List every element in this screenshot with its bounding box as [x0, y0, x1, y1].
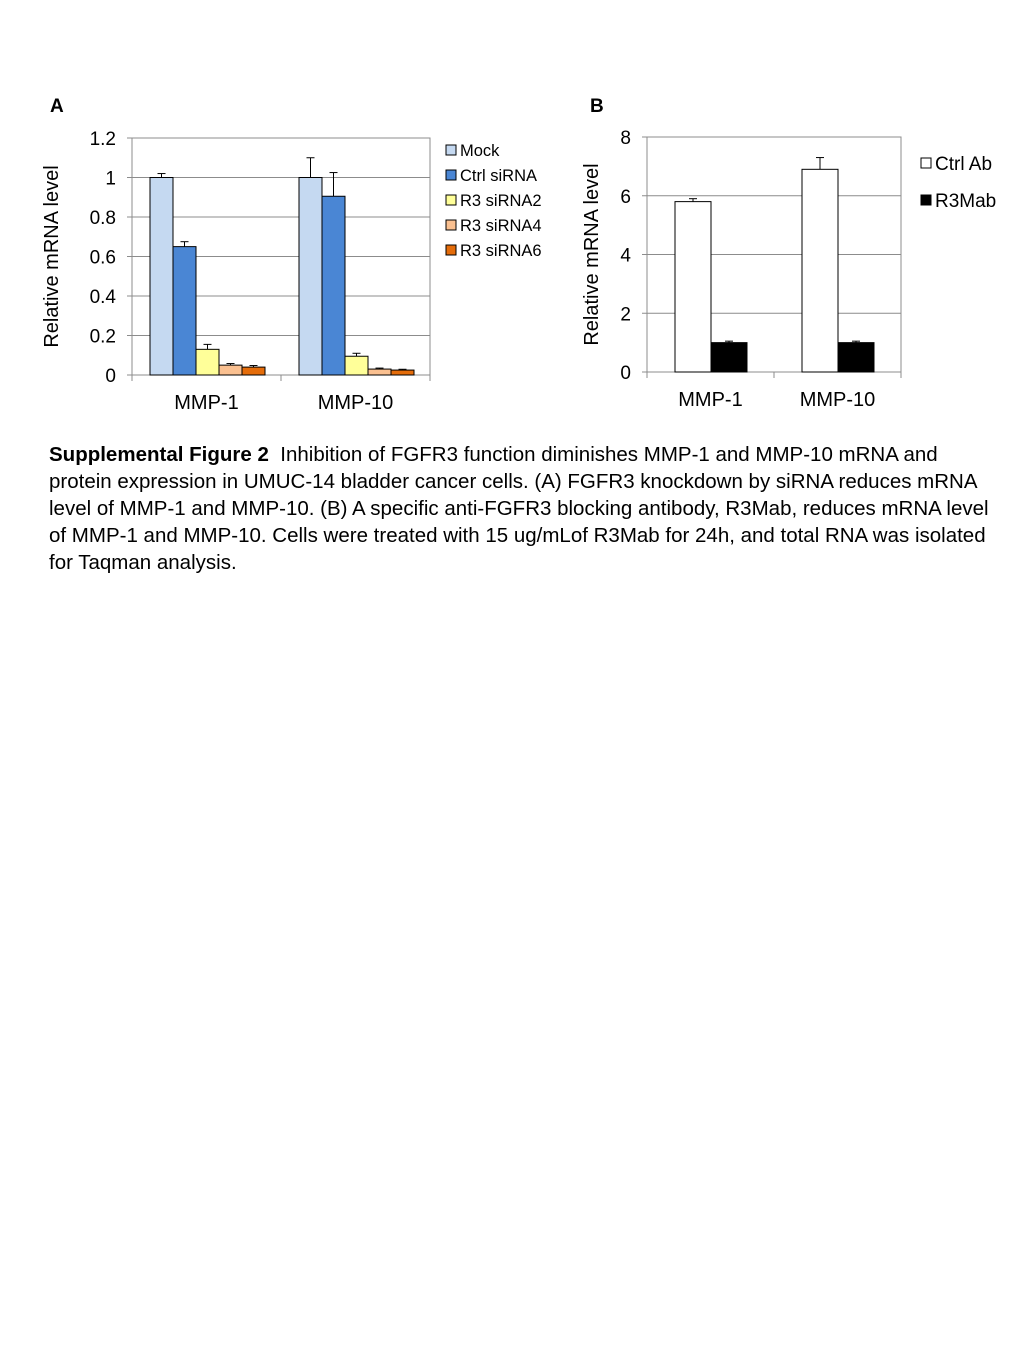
y-tick-label: 8	[620, 128, 631, 149]
legend-swatch	[446, 245, 456, 255]
y-tick-label: 4	[620, 245, 631, 267]
y-tick-label: 0	[620, 363, 631, 384]
bar	[219, 365, 242, 375]
y-tick-label: 0.6	[89, 247, 116, 269]
x-category-label: MMP-10	[799, 389, 876, 411]
y-tick-label: 0.4	[89, 287, 116, 308]
panel-label: B	[590, 96, 604, 117]
caption-text: Inhibition of FGFR3 function diminishes MMP-1 and MMP-10 mRNA and protein expression in UMUC-14 bladder cancer cells. (A) FGFR3 knockdown by siRNA reduces mRNA level of MMP-1 and MMP-10. (B) A specific anti-FGFR3 blocking antibody, R3Mab, reduces mRNA level of MMP-1 and MMP-10. Cells were treated with 15 ug/mLof R3Mab for 24h, and total RNA was isolated for Taqman analysis.	[49, 443, 989, 574]
x-category-label: MMP-1	[678, 389, 743, 411]
bar	[368, 369, 391, 375]
bar	[150, 178, 173, 376]
bar	[322, 196, 345, 375]
y-tick-label: 1.2	[89, 129, 116, 150]
y-tick-label: 0.2	[89, 326, 116, 348]
legend-label: Ctrl Ab	[935, 153, 993, 175]
caption-heading: Supplemental Figure 2	[49, 443, 269, 466]
x-category-label: MMP-10	[317, 392, 394, 414]
bar	[675, 202, 711, 372]
y-tick-label: 6	[620, 186, 631, 208]
legend-label: Mock	[460, 141, 500, 160]
legend-label: R3 siRNA4	[460, 216, 542, 235]
bar	[802, 169, 838, 372]
legend-label: Ctrl siRNA	[460, 166, 537, 185]
x-category-label: MMP-1	[174, 392, 239, 414]
y-tick-label: 1	[105, 168, 116, 190]
y-axis-label: Relative mRNA level	[41, 165, 63, 348]
y-tick-label: 0.8	[89, 208, 116, 229]
bar	[242, 367, 265, 375]
y-tick-label: 2	[620, 304, 631, 326]
bar	[391, 370, 414, 375]
legend-swatch	[446, 220, 456, 230]
legend-swatch	[446, 195, 456, 205]
chart-panel-a	[41, 96, 542, 414]
bar	[345, 356, 368, 375]
figure-caption	[49, 441, 989, 576]
bar	[711, 343, 747, 372]
legend-swatch	[446, 145, 456, 155]
bar	[299, 178, 322, 376]
legend-swatch	[921, 195, 931, 205]
legend-swatch	[921, 158, 931, 168]
bar	[173, 247, 196, 375]
chart-panel-b	[581, 96, 996, 411]
panel-label: A	[50, 96, 64, 117]
figure-canvas	[0, 0, 1024, 440]
legend-label: R3 siRNA2	[460, 191, 542, 210]
bar	[838, 343, 874, 372]
y-tick-label: 0	[105, 366, 116, 387]
y-axis-label: Relative mRNA level	[581, 163, 603, 346]
legend-swatch	[446, 170, 456, 180]
bar	[196, 349, 219, 375]
legend-label: R3Mab	[935, 190, 997, 212]
legend-label: R3 siRNA6	[460, 241, 542, 260]
